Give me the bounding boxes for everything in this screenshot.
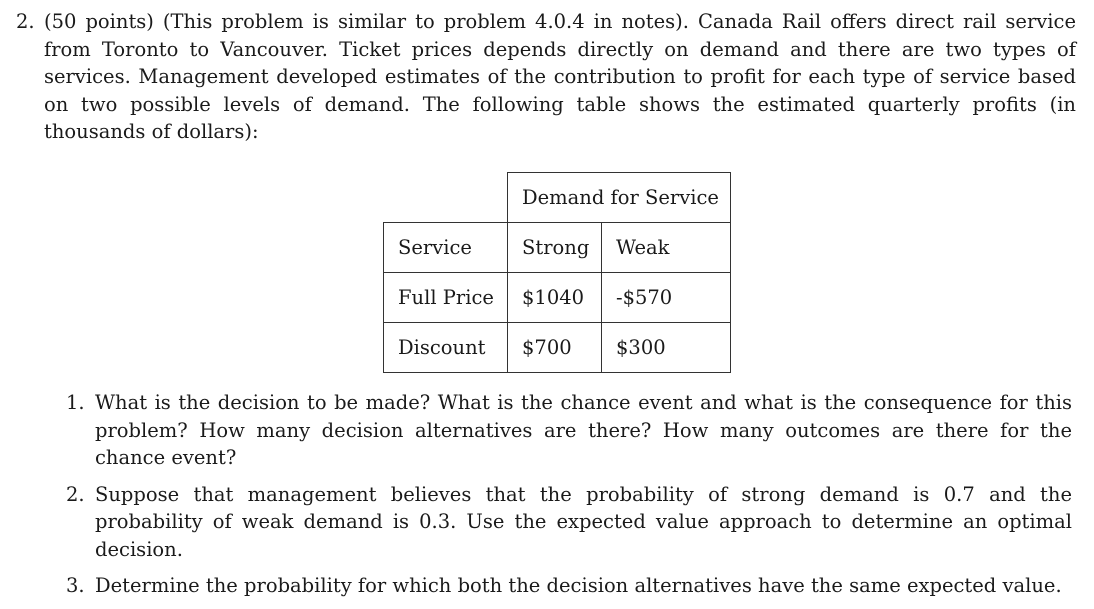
row-strong-value: $1040 <box>508 273 602 323</box>
question-number: 1. <box>66 391 85 414</box>
question-number: 3. <box>66 574 85 597</box>
header-service: Service <box>384 223 508 273</box>
question-text: Suppose that management believes that the probability of strong demand is 0.7 and the probability of weak demand is 0.3. Use the expected value approach to determine an optimal decision. <box>95 482 1072 561</box>
profit-table <box>383 172 731 373</box>
question-item <box>66 572 1072 600</box>
table-row <box>384 273 731 323</box>
question-number: 2. <box>66 482 85 506</box>
header-strong: Strong <box>508 223 602 273</box>
table-group-header-row <box>384 173 731 223</box>
problem-number: 2. <box>16 10 35 33</box>
problem-statement <box>16 8 1076 146</box>
row-weak-value: $300 <box>602 323 731 373</box>
row-service-label: Full Price <box>384 273 508 323</box>
question-text: What is the decision to be made? What is the chance event and what is the consequence for this problem? How many decision alternatives are there? How many outcomes are there for the chance event? <box>95 391 1072 469</box>
question-list <box>66 389 1072 609</box>
row-service-label: Discount <box>384 323 508 373</box>
question-text: Determine the probability for which both the decision alternatives have the same expected value. <box>95 574 1062 597</box>
problem-text: (50 points) (This problem is similar to problem 4.0.4 in notes). Canada Rail offers direct rail service from Toronto to Vancouver. Ticket prices depends directly on demand and there are two types of services. Management developed estimates of the contribution to profit for each type of service based on two possible levels of demand. The following table shows the estimated quarterly profits (in thousands of dollars): <box>44 10 1076 143</box>
question-item <box>66 481 1072 564</box>
row-strong-value: $700 <box>508 323 602 373</box>
demand-header: Demand for Service <box>508 173 731 223</box>
question-item <box>66 389 1072 472</box>
table-header-row <box>384 223 731 273</box>
table-row <box>384 323 731 373</box>
row-weak-value: -$570 <box>602 273 731 323</box>
header-weak: Weak <box>602 223 731 273</box>
table-empty-corner <box>384 173 508 223</box>
